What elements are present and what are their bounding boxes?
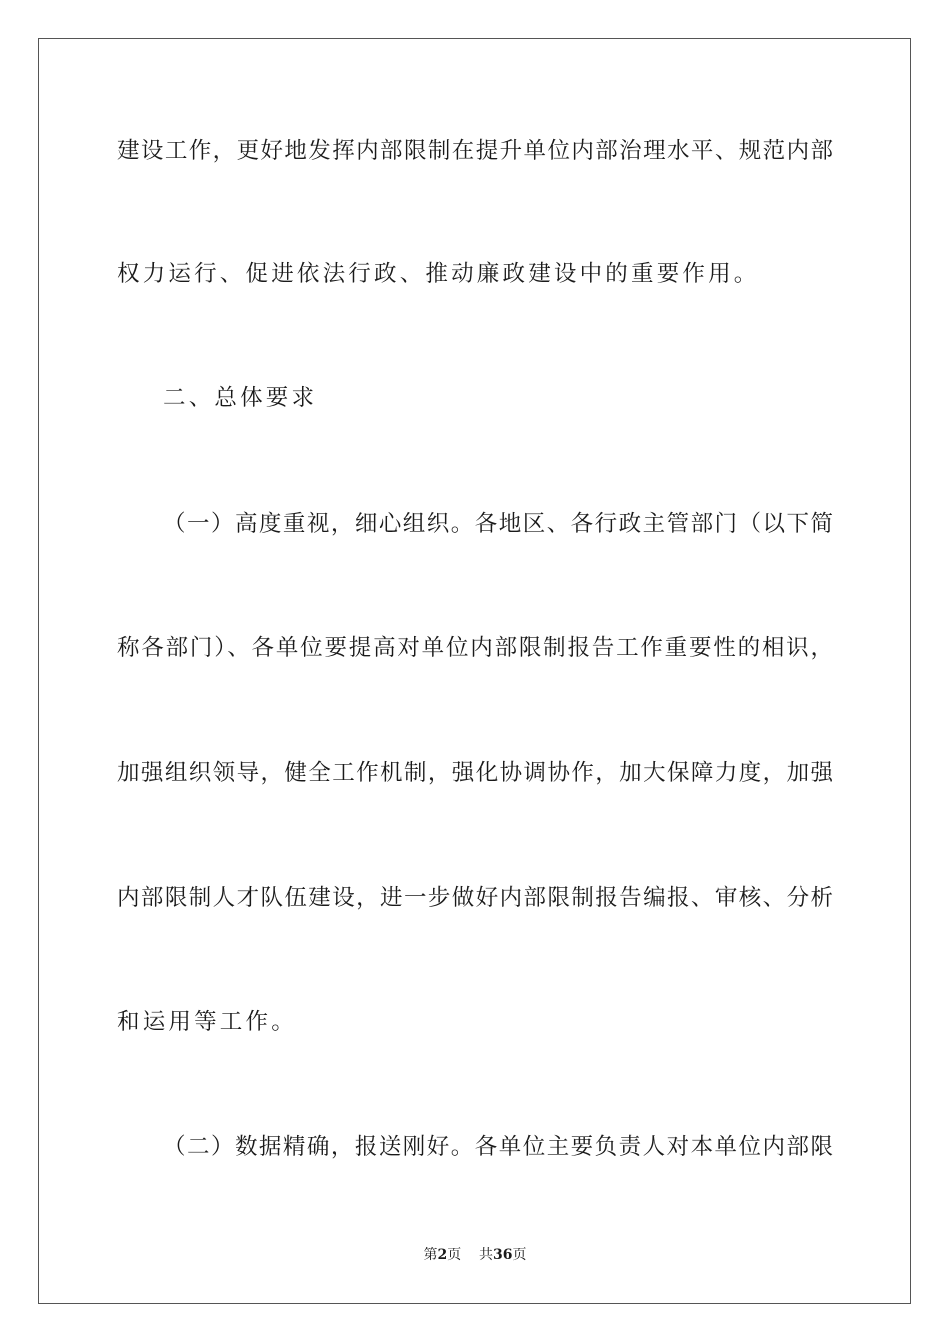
paragraph-line: 和运用等工作。 (117, 1009, 297, 1035)
total-prefix: 共 (479, 1247, 494, 1263)
total-pages: 36 (493, 1247, 513, 1263)
paragraph-line: 建设工作，更好地发挥内部限制在提升单位内部治理水平、规范内部 (117, 138, 833, 164)
paragraph-line: 称各部门）、各单位要提高对单位内部限制报告工作重要性的相识， (117, 635, 833, 661)
page-number: 2 (437, 1247, 448, 1263)
page-prefix: 第 (423, 1247, 438, 1263)
section-heading: 二、总体要求 (163, 385, 318, 411)
paragraph-line: （二）数据精确，报送刚好。各单位主要负责人对本单位内部限 (163, 1134, 833, 1160)
total-suffix: 页 (512, 1247, 527, 1263)
paragraph-line: 权力运行、促进依法行政、推动廉政建设中的重要作用。 (117, 261, 760, 287)
paragraph-line: 内部限制人才队伍建设，进一步做好内部限制报告编报、审核、分析 (117, 885, 833, 911)
page-suffix: 页 (447, 1247, 462, 1263)
paragraph-line: 加强组织领导，健全工作机制，强化协调协作，加大保障力度，加强 (117, 760, 833, 786)
paragraph-line: （一）高度重视，细心组织。各地区、各行政主管部门（以下简 (163, 511, 833, 537)
page-footer (0, 1246, 950, 1264)
page-border (38, 38, 911, 1304)
